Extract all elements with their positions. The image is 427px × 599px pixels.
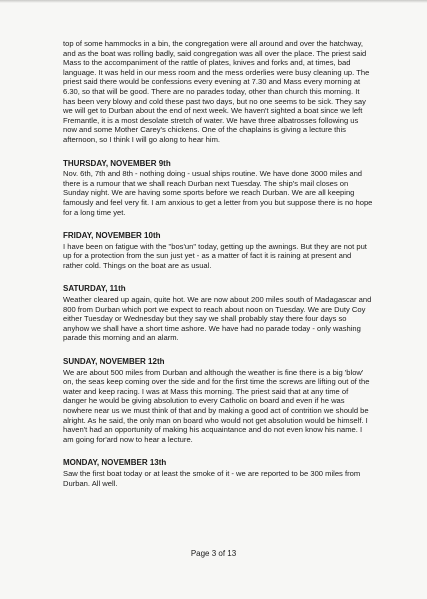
entry-heading: THURSDAY, NOVEMBER 9th bbox=[63, 158, 171, 168]
entry-text: Weather cleared up again, quite hot. We are now about 200 miles south of Madagascar and 800 from Durban which port we expect to reach about noon on Tuesday. We are Duty Coy either Tuesday or Wednesday but they say we shall probably stay there four days so anyhow we shall have a short time ashore. We have had no parade today - only washing parade this morning and an alarm. bbox=[63, 295, 372, 343]
diary-entry-nov-12 bbox=[63, 357, 373, 444]
diary-entry-nov-9 bbox=[63, 159, 373, 218]
entry-text: Nov. 6th, 7th and 8th - nothing doing - usual ships routine. We have done 3000 miles and there is a rumour that we shall reach Durban next Tuesday. The ship's mail closes on Sunday night. We are having some sports before we reach Durban. We are all keeping famously and feel very fit. I am anxious to get a letter from you but suppose there is no hope for a long time yet. bbox=[63, 169, 373, 217]
page-number: Page 3 of 13 bbox=[190, 549, 237, 558]
entry-continuation-text: top of some hammocks in a bin, the congregation were all around and over the hatchway, and as the boat was rolling badly, said congregation was all over the place. The priest said Mass to the accompaniment of the rattle of plates, knives and forks and, at times, bad language. It was held in our mess room and the mess orderlies were busy cleaning up. The priest said there would be confessions every evening at 7.30 and Mass every morning at 6.30, so that will be good. There are no parades today, other than church this morning. It has been very blowy and cold these past two days, but no one seems to be sick. They say we will get to Durban about the end of next week. We haven't sighted a boat since we left Fremantle, it is a most desolate stretch of water. We have three albatrosses following us now and some Mother Carey's chickens. One of the chaplains is giving a lecture this afternoon, so I think I will go along to hear him. bbox=[63, 39, 370, 144]
scan-edge bbox=[0, 0, 427, 3]
entry-text: Saw the first boat today or at least the smoke of it - we are reported to be 300 miles from Durban. All well. bbox=[63, 468, 361, 488]
entry-heading: SATURDAY, 11th bbox=[63, 284, 126, 294]
entry-text: We are about 500 miles from Durban and although the weather is fine there is a big 'blow' on, the seas keep coming over the side and for the first time the screws are lifting out of the water and keep racing. I was at Mass this morning. The priest said that at any time of danger he would be giving absolution to every Catholic on board and even if he was nowhere near us we must think of that and by making a good act of contrition we should be alright. As he said, the only man on board who would not get absolution would be himself. I haven't had an opportunity of making his acquaintance and do not even know his name. I am going for'ard now to hear a lecture. bbox=[63, 367, 370, 444]
entry-heading: FRIDAY, NOVEMBER 10th bbox=[63, 231, 161, 241]
entry-heading: SUNDAY, NOVEMBER 12th bbox=[63, 357, 165, 367]
diary-entry-nov-11 bbox=[63, 284, 373, 343]
entry-text: I have been on fatigue with the "bos'un" today, getting up the awnings. But they are not put up for a protection from the sun just yet - as a matter of fact it is raining at present and rather cold. Things on the boat are as usual. bbox=[63, 241, 367, 270]
entry-heading: MONDAY, NOVEMBER 13th bbox=[63, 458, 167, 468]
diary-entry-nov-10 bbox=[63, 231, 373, 270]
diary-content bbox=[63, 39, 373, 502]
diary-entry-nov-13 bbox=[63, 458, 373, 488]
